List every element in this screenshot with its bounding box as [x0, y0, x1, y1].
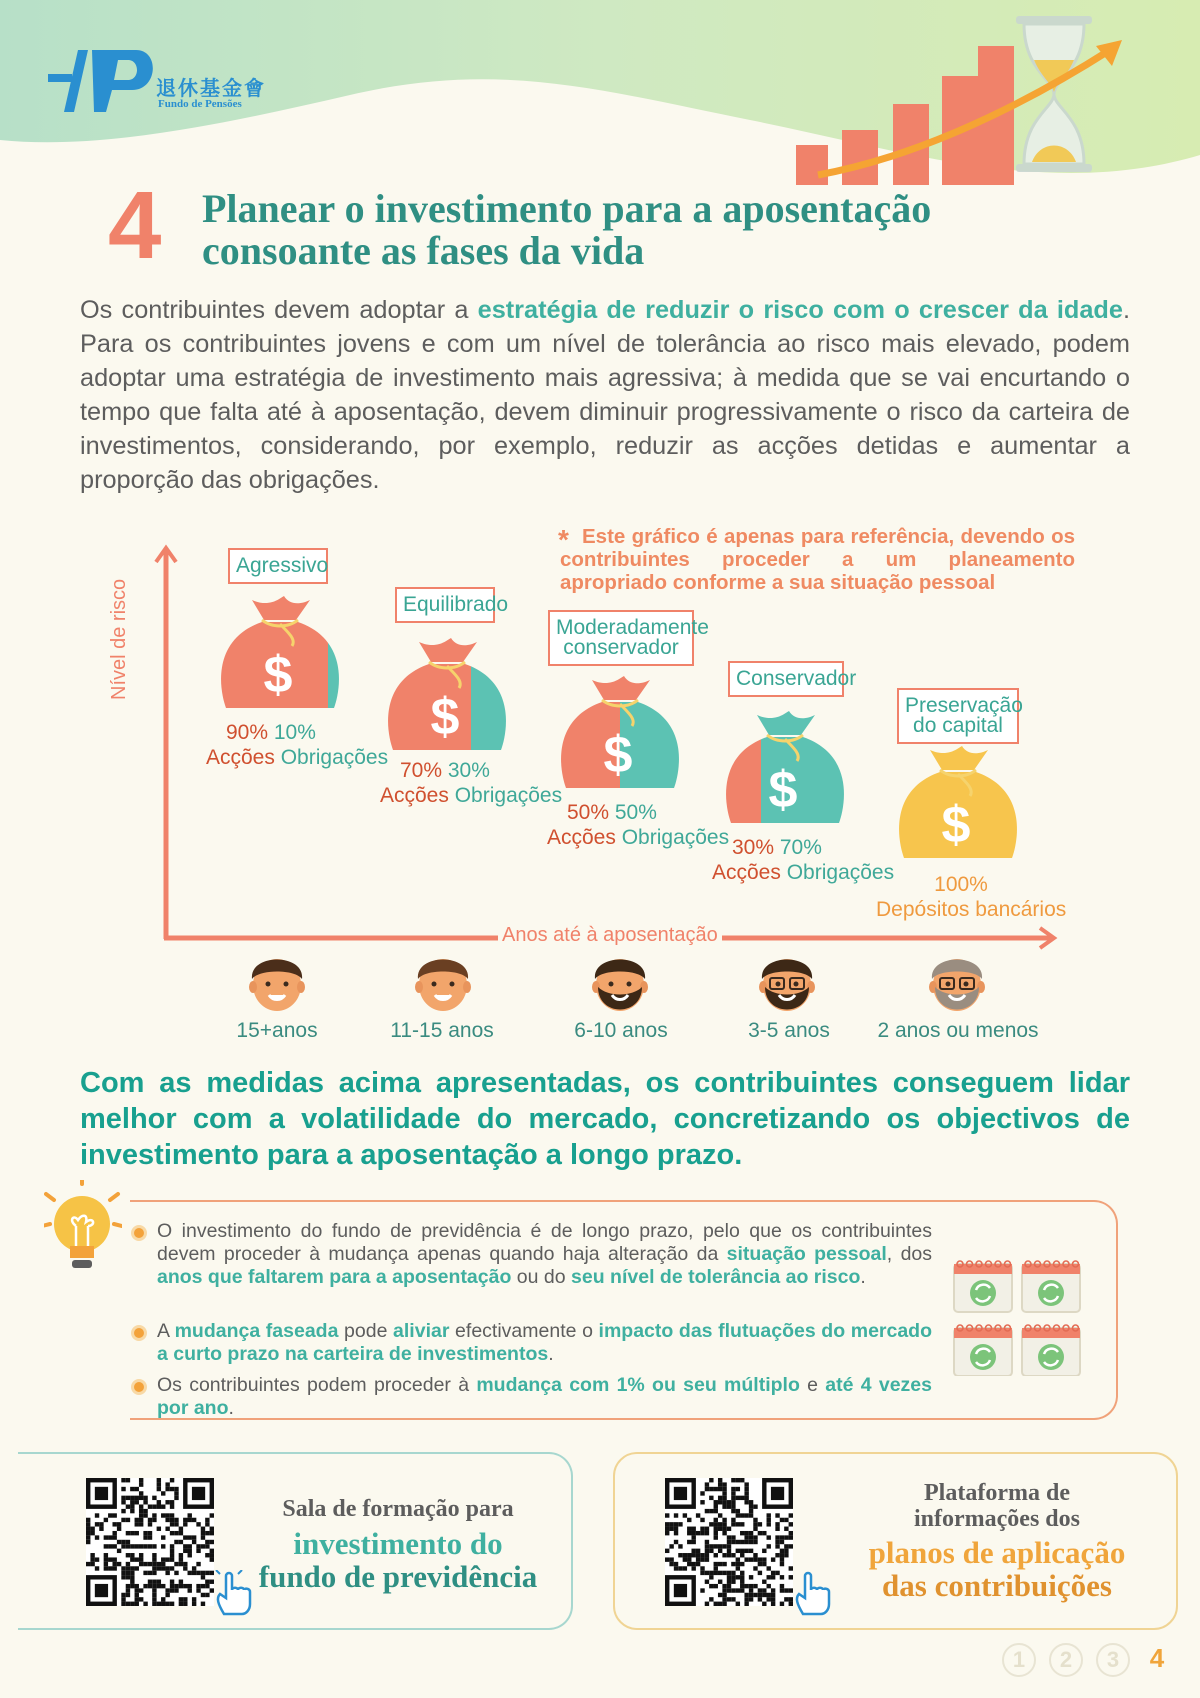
age-label-1: 15+anos [236, 1019, 318, 1042]
tip-2: A mudança faseada pode aliviar efectivamente o impacto das flutuações do mercado a curto prazo na carteira de investimentos. [157, 1320, 933, 1365]
age-faces [249, 959, 985, 1011]
alloc-balanced: 70% 30% Acções Obrigações [380, 759, 563, 807]
stage-label-moderate: Moderadamente conservador [548, 610, 694, 666]
calendar-icon [1022, 1261, 1080, 1312]
qr-code-icon[interactable] [665, 1478, 793, 1606]
section-number: 4 [108, 172, 162, 279]
face-avatar-icon [249, 959, 305, 1011]
intro-text-2: . Para os contribuintes jovens e com um nível de tolerância ao risco mais elevado, podem adoptar uma estratégia de investimento mais agressiva; à medida que se vai encurtando o tempo que falta até à aposentação, devem diminuir progressivamente o risco da carteira de investimentos, considerando, por exemplo, reduzir as acções detidas e aumentar a proporção das obrigações. [80, 296, 1130, 494]
logo-text-pt: Fundo de Pensões [158, 98, 242, 110]
calendar-icon [954, 1325, 1012, 1376]
page-1-button[interactable]: 1 [1002, 1643, 1036, 1677]
svg-text:$: $ [603, 726, 633, 784]
age-label-5: 2 anos ou menos [877, 1019, 1039, 1042]
card-left-line3: fundo de previdência [258, 1559, 538, 1594]
stage-label-conservative: Conservador [728, 661, 844, 697]
alloc-aggressive: 90% 10% Acções Obrigações [206, 721, 389, 769]
svg-text:$: $ [430, 688, 460, 746]
card-left-line2: investimento do [293, 1526, 503, 1561]
card-training-room[interactable] [18, 1452, 573, 1630]
tip-1: O investimento do fundo de previdência é de longo prazo, pelo que os contribuintes devem proceder à mudança apenas quando haja alteração da situação pessoal, dos anos que faltarem para a aposentação ou do seu nível de tolerância ao risco. [157, 1220, 933, 1288]
logo-text-cn: 退休基金會 [156, 78, 266, 100]
lightbulb-icon [44, 1180, 122, 1280]
card-right-line4: das contribuições [882, 1568, 1112, 1603]
alloc-moderate: 50% 50% Acções Obrigações [547, 801, 730, 849]
money-bag-icon [560, 670, 750, 800]
y-axis-label: Nível de risco [108, 578, 130, 700]
title-line-1: Planear o investimento para a aposentação [202, 186, 932, 231]
title-line-2: consoante as fases da vida [202, 228, 645, 273]
alloc-capital: 100% Depósitos bancários [876, 873, 1067, 921]
calendar-icon [1022, 1325, 1080, 1376]
alloc-conservative: 30% 70% Acções Obrigações [712, 836, 895, 884]
pointer-hand-icon [793, 1570, 835, 1616]
calendar-icon [954, 1261, 1012, 1312]
bullet-icon [131, 1379, 147, 1395]
svg-text:$: $ [768, 761, 798, 819]
page-2-button[interactable]: 2 [1049, 1643, 1083, 1677]
stage-label-balanced: Equilibrado [395, 587, 495, 623]
x-axis-label: Anos até à aposentação [498, 924, 722, 947]
intro-text-1: Os contribuintes devem adoptar a [80, 296, 478, 324]
page-4-button[interactable]: 4 [1149, 1643, 1165, 1673]
intro-highlight: estratégia de reduzir o risco com o crescer da idade [477, 296, 1123, 324]
stage-label-aggressive: Agressivo [228, 548, 328, 584]
face-avatar-icon [415, 959, 471, 1011]
calendar-refresh-icon [950, 1258, 1082, 1376]
card-right-line2: informações dos [914, 1506, 1080, 1532]
card-right-line1: Plataforma de [924, 1480, 1070, 1506]
card-platform[interactable] [613, 1452, 1178, 1630]
bullet-icon [131, 1325, 147, 1341]
svg-text:$: $ [263, 646, 293, 704]
money-bag-icon [878, 740, 1038, 870]
page-title [202, 188, 1102, 272]
face-avatar-icon [759, 959, 815, 1011]
note-star: * [558, 524, 569, 555]
age-label-4: 3-5 anos [748, 1019, 830, 1042]
tips-divider [130, 1200, 1080, 1202]
age-label-2: 11-15 anos [390, 1019, 494, 1042]
intro-paragraph [80, 293, 1130, 497]
summary-text: Com as medidas acima apresentadas, os contribuintes conseguem lidar melhor com a volatilidade do mercado, concretizando os objectivos de investimento para a aposentação a longo prazo. [80, 1067, 1130, 1171]
stage-label-capital: Preservação do capital [897, 688, 1019, 744]
risk-chart [0, 520, 1200, 1060]
chart-note: Este gráfico é apenas para referência, devendo os contribuintes proceder a um planeamento apropriado conforme a sua situação pessoal [560, 525, 1075, 594]
page-3-button[interactable]: 3 [1096, 1643, 1130, 1677]
age-label-3: 6-10 anos [574, 1019, 668, 1042]
qr-code-icon[interactable] [86, 1478, 214, 1606]
face-avatar-icon [592, 959, 648, 1011]
svg-text:$: $ [941, 796, 971, 854]
card-right-line3: planos de aplicação [868, 1535, 1126, 1570]
tip-3: Os contribuintes podem proceder à mudança com 1% ou seu múltiplo e até 4 vezes por ano. [157, 1374, 933, 1419]
bullet-icon [131, 1225, 147, 1241]
money-bag-icon [725, 705, 891, 835]
card-left-line1: Sala de formação para [282, 1496, 514, 1522]
face-avatar-icon [929, 959, 985, 1011]
